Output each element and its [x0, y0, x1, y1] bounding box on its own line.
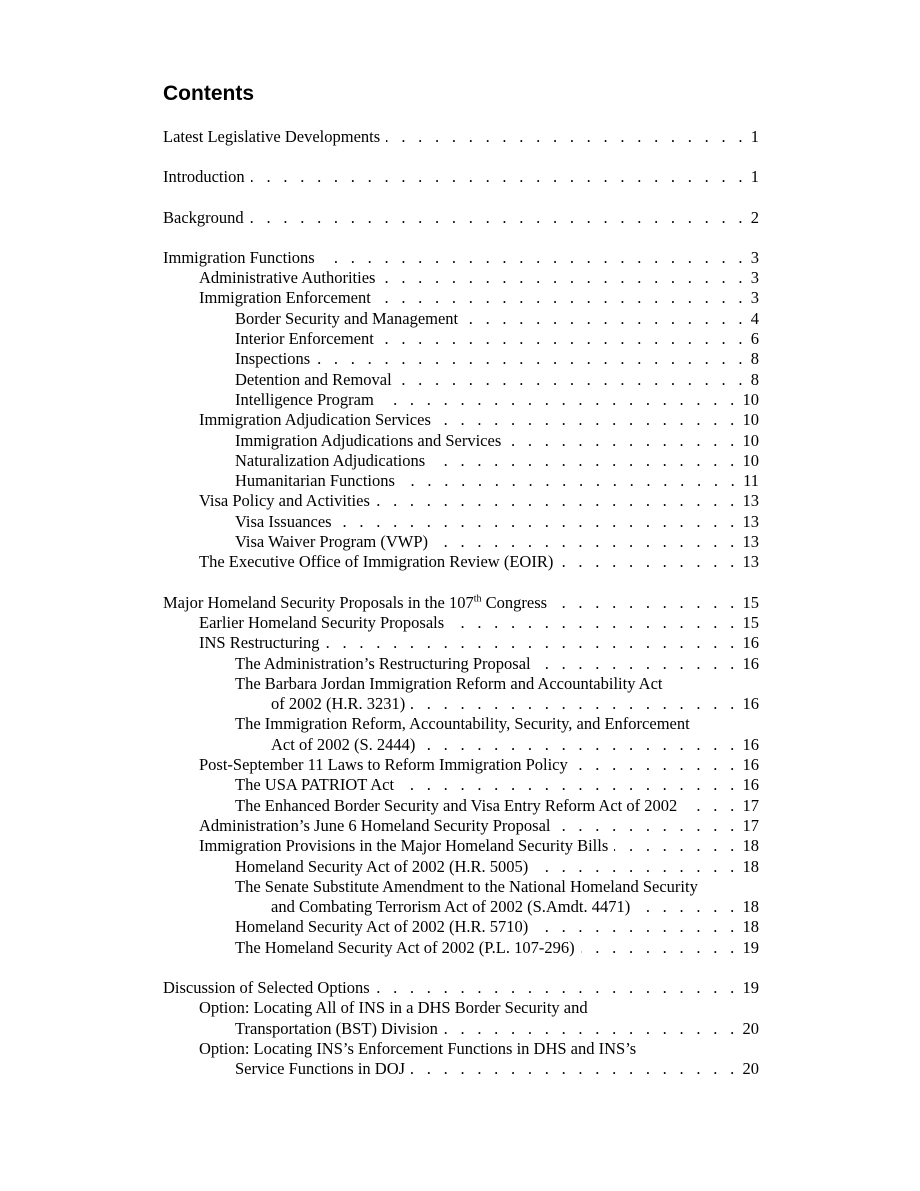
toc-entry-title-cont: of 2002 (H.R. 3231)	[271, 694, 406, 714]
toc-entry[interactable]	[163, 978, 759, 998]
toc-entry[interactable]	[163, 593, 759, 613]
toc-entry[interactable]	[163, 613, 759, 633]
leader-dots	[380, 390, 739, 410]
toc-entry-line2[interactable]	[163, 1059, 759, 1079]
toc-entry[interactable]	[163, 410, 759, 430]
toc-entry[interactable]	[163, 208, 759, 228]
toc-entry-title: Introduction	[163, 167, 245, 187]
toc-entry-line2[interactable]	[163, 735, 759, 755]
toc-entry-title: The USA PATRIOT Act	[235, 775, 395, 795]
toc-entry[interactable]	[163, 248, 759, 268]
toc-entry-title: Administrative Authorities	[199, 268, 376, 288]
toc-entry-title: Immigration Adjudication Services	[199, 410, 431, 430]
leader-dots	[683, 796, 738, 816]
toc-entry-title: Detention and Removal	[235, 369, 392, 389]
leader-dots	[559, 552, 738, 572]
toc-entry-page: 3	[750, 268, 759, 288]
toc-entry-page: 1	[750, 167, 759, 187]
toc-entry[interactable]	[163, 512, 759, 532]
toc-entry-page: 1	[750, 127, 759, 146]
leader-dots	[381, 268, 746, 288]
toc-entry-title-cont: and Combating Terrorism Act of 2002 (S.Amdt. 4471)	[271, 897, 631, 917]
toc-entry-title: Immigration Enforcement	[199, 288, 371, 308]
toc-entry-title: Naturalization Adjudications	[235, 450, 426, 470]
toc-entry[interactable]	[163, 431, 759, 451]
leader-dots	[400, 775, 738, 795]
toc-entry-title: Option: Locating INS’s Enforcement Functions in DHS and INS’s	[199, 1038, 637, 1058]
toc-entry-title: Option: Locating All of INS in a DHS Border Security and	[199, 998, 588, 1018]
toc-entry-page: 16	[742, 755, 759, 775]
toc-entry-title: Immigration Adjudications and Services	[235, 430, 502, 450]
leader-dots	[376, 978, 739, 998]
toc-entry[interactable]	[163, 127, 759, 147]
toc-entry-page: 6	[750, 329, 759, 349]
toc-entry-line2[interactable]	[163, 897, 759, 917]
toc-entry-title: The Executive Office of Immigration Review (EOIR)	[199, 552, 554, 572]
toc-entry-title-cont: Transportation (BST) Division	[235, 1018, 438, 1038]
leader-dots	[557, 816, 739, 836]
leader-dots	[574, 755, 739, 775]
toc-entry-page: 10	[742, 430, 759, 450]
toc-entry-page: 16	[742, 694, 759, 714]
toc-entry-title: Background	[163, 207, 244, 227]
toc-entry-title: Homeland Security Act of 2002 (H.R. 5005)	[235, 856, 529, 876]
leader-dots	[553, 593, 738, 613]
toc-entry-title	[163, 593, 547, 613]
contents-heading: Contents	[163, 82, 254, 105]
toc-entry-title: The Homeland Security Act of 2002 (P.L. 107-296)	[235, 937, 575, 957]
toc-entry-page: 4	[750, 308, 759, 328]
toc-entry-page: 18	[742, 917, 759, 937]
leader-dots	[411, 1059, 738, 1079]
toc-entry-line1[interactable]	[163, 1039, 759, 1059]
toc-entry[interactable]	[163, 796, 759, 816]
leader-dots	[316, 349, 747, 369]
toc-entry-title: Visa Issuances	[235, 511, 332, 531]
leader-dots	[614, 836, 738, 856]
toc-entry-title: Visa Waiver Program (VWP)	[235, 532, 429, 552]
toc-entry[interactable]	[163, 471, 759, 491]
toc-entry-page: 11	[743, 471, 759, 491]
toc-entry-title: Inspections	[235, 349, 311, 369]
toc-entry[interactable]	[163, 491, 759, 511]
toc-entry-title: Latest Legislative Developments	[163, 127, 381, 146]
toc-entry[interactable]	[163, 775, 759, 795]
toc-entry-line1[interactable]	[163, 998, 759, 1018]
toc-entry-title-cont: Act of 2002 (S. 2444)	[271, 734, 416, 754]
toc-entry-line1[interactable]	[163, 714, 759, 734]
leader-dots	[450, 613, 738, 633]
leader-dots	[537, 654, 739, 674]
toc-entry-line2[interactable]	[163, 694, 759, 714]
toc-entry-line1[interactable]	[163, 877, 759, 897]
leader-dots	[398, 370, 747, 390]
toc-entry-page: 17	[742, 795, 759, 815]
toc-list	[163, 127, 759, 1079]
toc-entry-title: The Enhanced Border Security and Visa Entry Reform Act of 2002	[235, 795, 678, 815]
toc-entry-title: The Barbara Jordan Immigration Reform and Accountability Act	[235, 673, 663, 693]
toc-entry-page: 15	[742, 612, 759, 632]
leader-dots	[326, 633, 739, 653]
toc-entry-page: 3	[750, 247, 759, 267]
toc-entry-title-main: Major Homeland Security Proposals in the 107	[163, 592, 474, 612]
toc-entry-title: Humanitarian Functions	[235, 471, 395, 491]
leader-dots	[338, 512, 739, 532]
toc-entry[interactable]	[163, 370, 759, 390]
leader-dots	[444, 1019, 739, 1039]
toc-entry[interactable]	[163, 268, 759, 288]
leader-dots	[401, 471, 739, 491]
toc-entry[interactable]	[163, 755, 759, 775]
leader-dots	[581, 938, 739, 958]
leader-dots	[507, 431, 738, 451]
toc-entry[interactable]	[163, 816, 759, 836]
toc-entry-title: INS Restructuring	[199, 633, 320, 653]
toc-entry-page: 13	[742, 511, 759, 531]
toc-entry-title: Post-September 11 Laws to Reform Immigration Policy	[199, 755, 568, 775]
leader-dots	[377, 288, 747, 308]
toc-entry[interactable]	[163, 532, 759, 552]
toc-entry-title: The Senate Substitute Amendment to the National Homeland Security	[235, 876, 698, 896]
leader-dots	[250, 208, 747, 228]
toc-entry[interactable]	[163, 349, 759, 369]
toc-entry-title: Discussion of Selected Options	[163, 977, 370, 997]
toc-entry-page: 10	[742, 389, 759, 409]
toc-entry[interactable]	[163, 288, 759, 308]
toc-entry-page: 10	[742, 410, 759, 430]
leader-dots	[636, 897, 738, 917]
leader-dots	[380, 329, 747, 349]
leader-dots	[534, 857, 738, 877]
toc-entry-title-rest: Congress	[481, 592, 548, 612]
toc-entry[interactable]	[163, 167, 759, 187]
toc-entry-title-cont: Service Functions in DOJ	[235, 1059, 406, 1079]
toc-entry[interactable]	[163, 836, 759, 856]
toc-entry-page: 8	[750, 349, 759, 369]
toc-entry-page: 17	[742, 815, 759, 835]
toc-entry-page: 15	[742, 592, 759, 612]
leader-dots	[376, 491, 739, 511]
toc-entry-line2[interactable]	[163, 1019, 759, 1039]
toc-entry[interactable]	[163, 309, 759, 329]
toc-entry[interactable]	[163, 329, 759, 349]
leader-dots	[251, 167, 747, 187]
toc-entry-page: 19	[742, 937, 759, 957]
toc-entry[interactable]	[163, 552, 759, 572]
toc-entry-page: 16	[742, 734, 759, 754]
toc-entry[interactable]	[163, 857, 759, 877]
toc-entry-page: 13	[742, 532, 759, 552]
toc-entry-page: 16	[742, 653, 759, 673]
toc-entry-title: Earlier Homeland Security Proposals	[199, 612, 445, 632]
leader-dots	[464, 309, 747, 329]
toc-entry-page: 3	[750, 288, 759, 308]
leader-dots	[431, 451, 738, 471]
toc-entry-title: Interior Enforcement	[235, 329, 374, 349]
leader-dots	[386, 127, 747, 147]
toc-entry[interactable]	[163, 654, 759, 674]
leader-dots	[411, 694, 738, 714]
toc-entry-title: Immigration Provisions in the Major Homeland Security Bills	[199, 836, 609, 856]
ordinal-suffix: th	[473, 593, 482, 605]
leader-dots	[434, 532, 738, 552]
toc-entry-page: 19	[742, 977, 759, 997]
toc-entry[interactable]	[163, 633, 759, 653]
toc-entry-title: Intelligence Program	[235, 389, 374, 409]
toc-entry-page: 10	[742, 450, 759, 470]
toc-entry-page: 18	[742, 897, 759, 917]
toc-entry-line1[interactable]	[163, 674, 759, 694]
leader-dots	[437, 410, 739, 430]
toc-entry-page: 20	[742, 1018, 759, 1038]
toc-entry-page: 13	[742, 552, 759, 572]
toc-entry[interactable]	[163, 390, 759, 410]
toc-entry-page: 13	[742, 491, 759, 511]
leader-dots	[534, 917, 738, 937]
toc-entry-page: 16	[742, 633, 759, 653]
toc-entry-page: 20	[742, 1059, 759, 1079]
toc-entry-title: The Administration’s Restructuring Proposal	[235, 653, 531, 673]
toc-entry-title: Immigration Functions	[163, 247, 315, 267]
toc-entry-title: Border Security and Management	[235, 308, 459, 328]
toc-entry-title: Administration’s June 6 Homeland Security Proposal	[199, 815, 551, 835]
toc-entry-page: 16	[742, 775, 759, 795]
toc-entry-page: 2	[750, 207, 759, 227]
leader-dots	[421, 735, 738, 755]
toc-entry-page: 18	[742, 836, 759, 856]
toc-entry-page: 18	[742, 856, 759, 876]
toc-entry[interactable]	[163, 917, 759, 937]
toc-entry[interactable]	[163, 938, 759, 958]
toc-entry-title: Homeland Security Act of 2002 (H.R. 5710)	[235, 917, 529, 937]
toc-entry-title: Visa Policy and Activities	[199, 491, 370, 511]
toc-entry-title: The Immigration Reform, Accountability, Security, and Enforcement	[235, 714, 690, 734]
toc-entry[interactable]	[163, 451, 759, 471]
leader-dots	[321, 248, 747, 268]
toc-entry-page: 8	[750, 369, 759, 389]
